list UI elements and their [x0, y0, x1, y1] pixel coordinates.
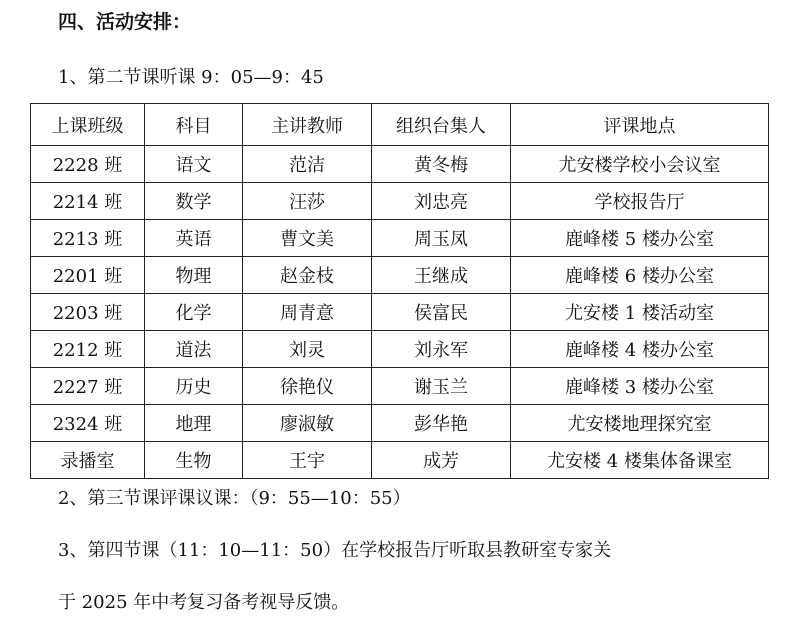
- cell-teacher: 汪莎: [243, 183, 372, 220]
- cell-class: 录播室: [31, 442, 145, 479]
- cell-location: 尤安楼 4 楼集体备课室: [511, 442, 769, 479]
- item-1-listening-session: 1、第二节课听课 9：05—9：45: [58, 67, 324, 88]
- cell-teacher: 曹文美: [243, 220, 372, 257]
- item-3-feedback-session-line1: 3、第四节课（11：10—11：50）在学校报告厅听取县教研室专家关: [58, 540, 612, 561]
- cell-class: 2324 班: [31, 405, 145, 442]
- cell-location: 尤安楼地理探究室: [511, 405, 769, 442]
- cell-teacher: 刘灵: [243, 331, 372, 368]
- header-class: 上课班级: [31, 104, 145, 146]
- cell-class: 2227 班: [31, 368, 145, 405]
- header-teacher: 主讲教师: [243, 104, 372, 146]
- table-row: [31, 294, 769, 331]
- cell-class: 2228 班: [31, 146, 145, 183]
- cell-teacher: 周青意: [243, 294, 372, 331]
- cell-location: 鹿峰楼 4 楼办公室: [511, 331, 769, 368]
- cell-teacher: 赵金枝: [243, 257, 372, 294]
- cell-organizer: 刘永军: [372, 331, 511, 368]
- cell-organizer: 侯富民: [372, 294, 511, 331]
- cell-organizer: 彭华艳: [372, 405, 511, 442]
- cell-location: 鹿峰楼 3 楼办公室: [511, 368, 769, 405]
- cell-organizer: 谢玉兰: [372, 368, 511, 405]
- cell-subject: 数学: [145, 183, 243, 220]
- table-row: [31, 368, 769, 405]
- table-row: [31, 183, 769, 220]
- cell-location: 鹿峰楼 6 楼办公室: [511, 257, 769, 294]
- cell-subject: 语文: [145, 146, 243, 183]
- cell-teacher: 徐艳仪: [243, 368, 372, 405]
- table-header-row: [31, 104, 769, 146]
- cell-subject: 道法: [145, 331, 243, 368]
- header-subject: 科目: [145, 104, 243, 146]
- cell-teacher: 王宇: [243, 442, 372, 479]
- item-3-feedback-session-line2: 于 2025 年中考复习备考视导反馈。: [58, 592, 350, 613]
- cell-class: 2214 班: [31, 183, 145, 220]
- cell-location: 尤安楼学校小会议室: [511, 146, 769, 183]
- cell-location: 鹿峰楼 5 楼办公室: [511, 220, 769, 257]
- table-row: [31, 442, 769, 479]
- cell-location: 学校报告厅: [511, 183, 769, 220]
- cell-class: 2213 班: [31, 220, 145, 257]
- cell-teacher: 范洁: [243, 146, 372, 183]
- cell-teacher: 廖淑敏: [243, 405, 372, 442]
- table-row: [31, 257, 769, 294]
- cell-subject: 生物: [145, 442, 243, 479]
- cell-subject: 地理: [145, 405, 243, 442]
- cell-organizer: 黄冬梅: [372, 146, 511, 183]
- cell-class: 2212 班: [31, 331, 145, 368]
- item-2-evaluation-session: 2、第三节课评课议课：（9：55—10：55）: [58, 488, 411, 509]
- cell-subject: 物理: [145, 257, 243, 294]
- cell-location: 尤安楼 1 楼活动室: [511, 294, 769, 331]
- table-row: [31, 405, 769, 442]
- cell-subject: 英语: [145, 220, 243, 257]
- header-organizer: 组织台集人: [372, 104, 511, 146]
- table-row: [31, 146, 769, 183]
- cell-organizer: 成芳: [372, 442, 511, 479]
- header-location: 评课地点: [511, 104, 769, 146]
- section-heading: 四、活动安排：: [58, 11, 192, 33]
- cell-organizer: 王继成: [372, 257, 511, 294]
- cell-subject: 化学: [145, 294, 243, 331]
- cell-organizer: 周玉凤: [372, 220, 511, 257]
- schedule-table: [30, 103, 769, 479]
- cell-organizer: 刘忠亮: [372, 183, 511, 220]
- table-row: [31, 220, 769, 257]
- cell-class: 2203 班: [31, 294, 145, 331]
- cell-class: 2201 班: [31, 257, 145, 294]
- table-row: [31, 331, 769, 368]
- cell-subject: 历史: [145, 368, 243, 405]
